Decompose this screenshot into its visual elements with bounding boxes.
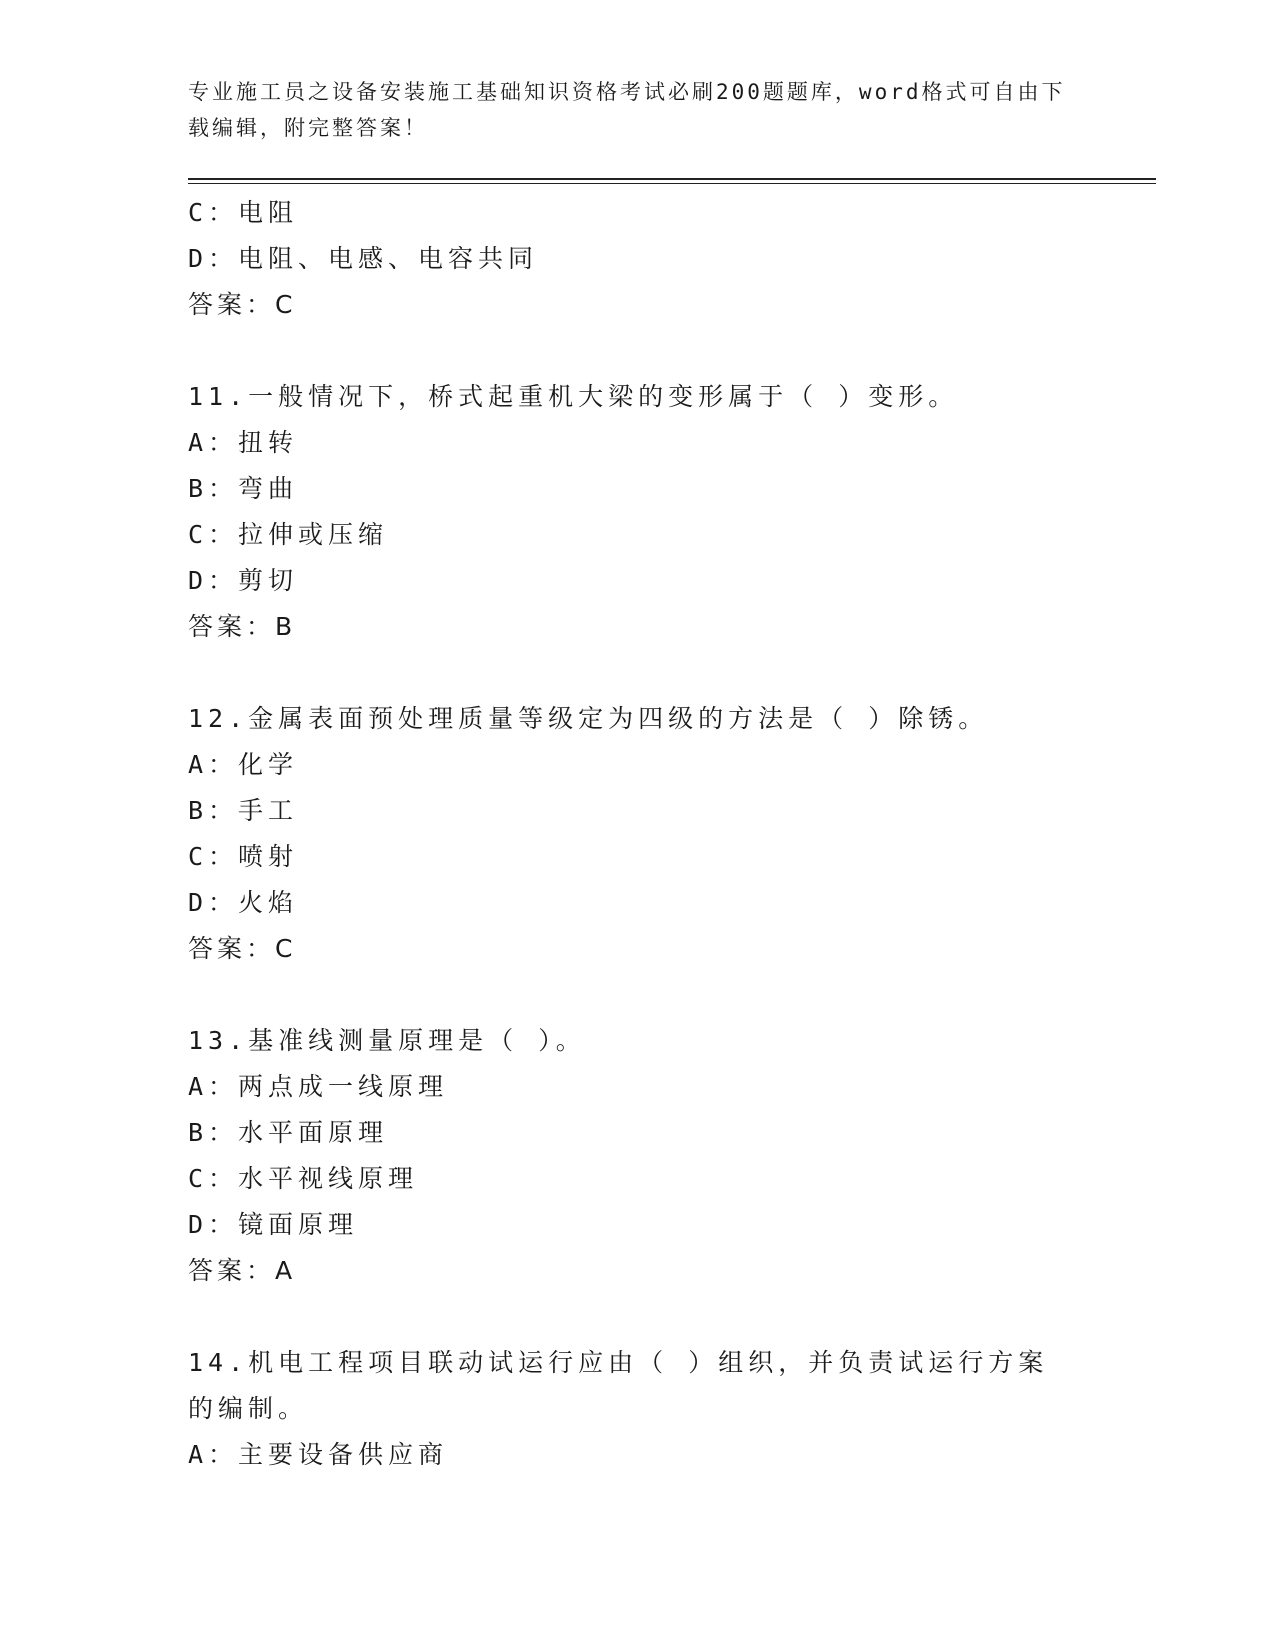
header-divider-thin: [188, 183, 1156, 184]
header-divider-thick: [188, 178, 1156, 180]
option-d: D：镜面原理: [188, 1210, 359, 1239]
question-12: [188, 696, 1088, 972]
question-stem: 13.基准线测量原理是（ ）。: [188, 1026, 586, 1055]
option-a: A：扭转: [188, 428, 299, 457]
question-stem: 11.一般情况下，桥式起重机大梁的变形属于（ ）变形。: [188, 382, 959, 411]
question-13: [188, 1018, 1088, 1294]
spacer: [188, 650, 1088, 696]
option-c: C：喷射: [188, 842, 299, 871]
option-c: C：水平视线原理: [188, 1164, 419, 1193]
option-d: D：火焰: [188, 888, 299, 917]
option-d: D：剪切: [188, 566, 299, 595]
option-c: C：拉伸或压缩: [188, 520, 389, 549]
option-a: A：两点成一线原理: [188, 1072, 449, 1101]
question-10-partial: [188, 190, 1088, 328]
option-b: B：弯曲: [188, 474, 299, 503]
answer: 答案：A: [188, 1256, 297, 1285]
question-stem: 14.机电工程项目联动试运行应由（ ）组织，并负责试运行方案的编制。: [188, 1348, 1049, 1423]
spacer: [188, 328, 1088, 374]
option-d: D：电阻、电感、电容共同: [188, 244, 539, 273]
option-b: B：手工: [188, 796, 299, 825]
spacer: [188, 972, 1088, 1018]
spacer: [188, 1294, 1088, 1340]
answer: 答案：B: [188, 612, 297, 641]
question-list: [188, 190, 1088, 1478]
option-b: B：水平面原理: [188, 1118, 389, 1147]
question-14: [188, 1340, 1088, 1478]
option-c: C：电阻: [188, 198, 299, 227]
answer: 答案：C: [188, 934, 297, 963]
question-11: [188, 374, 1088, 650]
option-a: A：主要设备供应商: [188, 1440, 449, 1469]
option-a: A：化学: [188, 750, 299, 779]
question-stem: 12.金属表面预处理质量等级定为四级的方法是（ ）除锈。: [188, 704, 989, 733]
answer: 答案：C: [188, 290, 297, 319]
document-header: 专业施工员之设备安装施工基础知识资格考试必刷200题题库，word格式可自由下载编辑，附完整答案！: [188, 80, 1066, 140]
